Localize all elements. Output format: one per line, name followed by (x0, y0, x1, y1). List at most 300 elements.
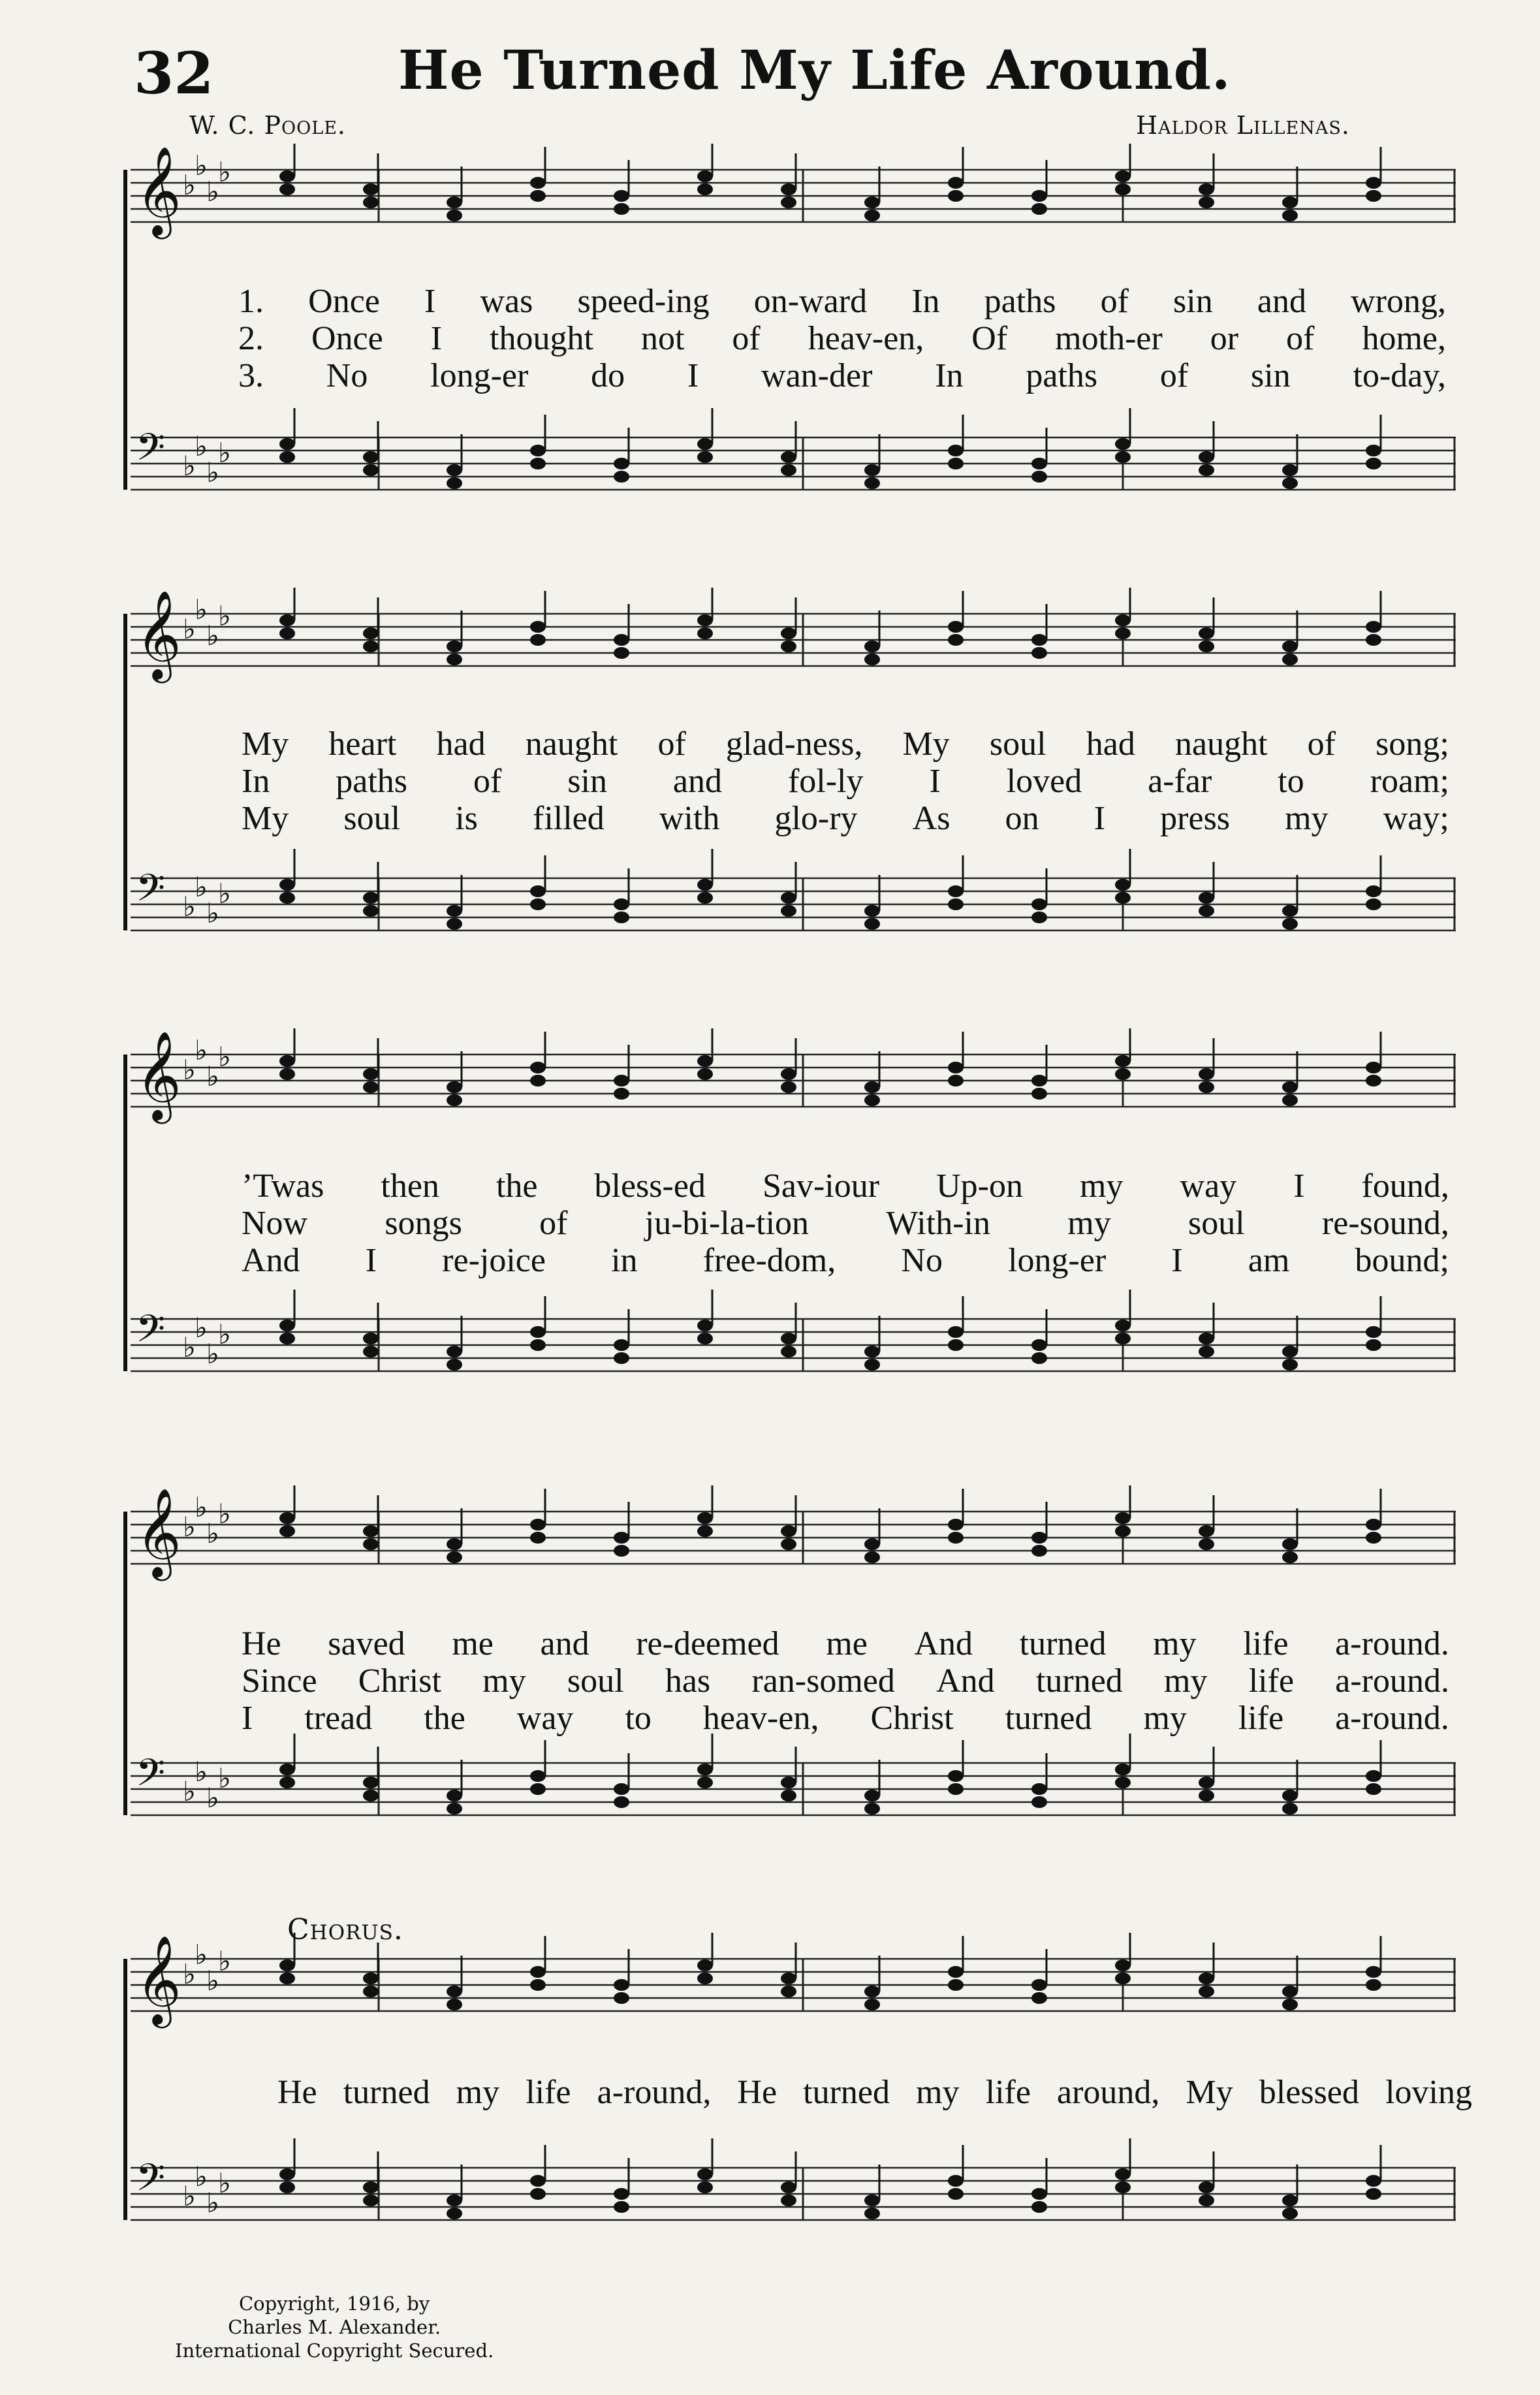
flat-icon: ♭ (183, 1775, 196, 1807)
note-head (1115, 1777, 1131, 1788)
note-head (1282, 1986, 1298, 1997)
note-head (447, 197, 462, 208)
note-head (1199, 1068, 1214, 1080)
note-head (1199, 892, 1214, 904)
note-head (1366, 885, 1381, 897)
note-head (864, 197, 880, 208)
note-head (781, 905, 796, 917)
lyric-word: heav-en, (702, 1700, 819, 1737)
note-head (1282, 1081, 1298, 1093)
note-head (948, 1532, 964, 1544)
note-head (864, 1999, 880, 2010)
note-head (447, 1986, 462, 1997)
note-head (864, 464, 880, 476)
note-head (614, 2201, 629, 2213)
note-head (363, 2181, 379, 2193)
note-head (1031, 1783, 1047, 1795)
note-head (1282, 477, 1298, 489)
note-head (614, 471, 629, 483)
note-head (530, 898, 546, 910)
note-head (948, 634, 964, 646)
lyric-word: I (1293, 1167, 1305, 1205)
note-head (614, 1088, 629, 1100)
lyric-word: ju-bi-la-tion (644, 1205, 809, 1242)
note-head (447, 918, 462, 930)
flat-icon: ♭ (195, 871, 208, 903)
note-head (279, 451, 295, 463)
note-head (1366, 1075, 1381, 1086)
lyric-word: He (737, 2074, 778, 2111)
note-head (530, 885, 546, 897)
note-head (614, 634, 629, 646)
note-head (1366, 1062, 1381, 1073)
lyric-word: My (902, 725, 950, 763)
note-head (697, 1525, 713, 1537)
note-head (614, 190, 629, 202)
note-head (1366, 458, 1381, 469)
note-head (697, 627, 713, 639)
lyric-word: in (611, 1242, 638, 1279)
flat-icon: ♭ (206, 176, 219, 208)
note-head (1031, 647, 1047, 659)
note-head (614, 647, 629, 659)
note-head (864, 1094, 880, 1106)
lyric-word: my (916, 2074, 960, 2111)
flat-icon: ♭ (183, 613, 196, 645)
note-head (530, 1062, 546, 1073)
lyric-word: I (687, 357, 699, 394)
lyric-word: speed-ing (577, 283, 710, 320)
flat-icon: ♭ (206, 1965, 219, 1997)
flat-icon: ♭ (183, 1958, 196, 1990)
lyric-word: turned (343, 2074, 430, 2111)
note-head (781, 1538, 796, 1550)
flat-icon: ♭ (206, 456, 219, 488)
note-head (948, 1770, 964, 1782)
note-head (1031, 190, 1047, 202)
note-head (1199, 1538, 1214, 1550)
note-head (363, 1973, 379, 1984)
note-head (697, 892, 713, 904)
lyric-word: My (242, 800, 289, 837)
lyric-word: bless-ed (594, 1167, 706, 1205)
lyric-line (238, 357, 1446, 395)
note-head (1031, 203, 1047, 215)
note-head (279, 1973, 295, 1984)
note-head (1366, 2175, 1381, 2187)
note-head (614, 912, 629, 923)
note-head (1031, 634, 1047, 646)
note-head (1031, 1088, 1047, 1100)
lyric-word: of (539, 1205, 568, 1242)
note-head (781, 1333, 796, 1344)
note-head (1282, 1538, 1298, 1550)
lyric-word: In (242, 763, 270, 800)
lyric-word: of (732, 320, 761, 357)
treble-staff (131, 1485, 1456, 1581)
note-head (1366, 1783, 1381, 1795)
note-head (614, 1992, 629, 2004)
bass-clef-icon: 𝄢 (136, 2155, 166, 2209)
copyright (175, 2292, 494, 2362)
note-head (1199, 451, 1214, 463)
lyric-word: And (936, 1662, 995, 1700)
note-head (1031, 912, 1047, 923)
lyric-word: sin (567, 763, 607, 800)
bass-staff (131, 1734, 1456, 1815)
note-head (864, 210, 880, 221)
note-head (948, 1062, 964, 1073)
lyric-word: re-joice (442, 1242, 546, 1279)
lyric-word: do (591, 357, 625, 394)
note-head (363, 2195, 379, 2206)
note-head (697, 1320, 713, 1331)
lyric-word: blessed (1259, 2074, 1359, 2111)
note-head (1366, 190, 1381, 202)
lyric-word: soul (1187, 1205, 1245, 1242)
note-head (279, 879, 295, 891)
flat-icon: ♭ (183, 891, 196, 923)
treble-staff (131, 588, 1456, 683)
lyric-word: heart (328, 725, 397, 763)
note-head (781, 627, 796, 639)
note-head (1199, 464, 1214, 476)
note-head (1199, 1346, 1214, 1357)
lyric-word: He (277, 2074, 317, 2111)
lyric-word: a-round. (1335, 1700, 1449, 1737)
lyric-word: am (1248, 1242, 1290, 1279)
lyric-word: 1. (238, 283, 264, 320)
note-head (279, 170, 295, 182)
note-head (1199, 1081, 1214, 1093)
lyric-word: way; (1383, 800, 1449, 837)
note-head (363, 464, 379, 476)
note-head (530, 634, 546, 646)
note-head (530, 1770, 546, 1782)
note-head (781, 1790, 796, 1801)
note-head (697, 2168, 713, 2180)
note-head (697, 879, 713, 891)
lyric-word: As (912, 800, 951, 837)
lyric-word: Once (308, 283, 380, 320)
lyric-word: wrong, (1351, 283, 1446, 320)
note-head (279, 1525, 295, 1537)
lyric-word: heav-en, (808, 320, 924, 357)
note-head (697, 438, 713, 450)
lyric-word: life (1238, 1700, 1284, 1737)
lyric-word: song; (1375, 725, 1449, 763)
lyric-word: home, (1362, 320, 1446, 357)
note-head (363, 1333, 379, 1344)
note-head (363, 1525, 379, 1537)
note-head (948, 621, 964, 633)
note-head (1282, 641, 1298, 652)
note-head (1199, 2195, 1214, 2206)
lyric-word: to (625, 1700, 652, 1737)
flat-icon: ♭ (218, 1318, 231, 1350)
lyric-word: a-round, (597, 2074, 712, 2111)
lyric-word: roam; (1370, 763, 1449, 800)
note-head (363, 1081, 379, 1093)
note-head (1115, 1512, 1131, 1524)
note-head (781, 1973, 796, 1984)
lyric-word: the (424, 1700, 465, 1737)
note-head (530, 458, 546, 469)
flat-icon: ♭ (218, 1762, 231, 1794)
note-head (363, 1538, 379, 1550)
note-head (614, 1979, 629, 1991)
lyric-word: filled (533, 800, 605, 837)
lyric-word: on (1005, 800, 1039, 837)
note-head (697, 1068, 713, 1080)
note-head (1031, 2201, 1047, 2213)
lyric-word: my (1143, 1700, 1187, 1737)
note-head (1366, 1532, 1381, 1544)
note-head (1282, 654, 1298, 665)
note-head (447, 1359, 462, 1371)
flat-icon: ♭ (206, 1517, 219, 1549)
chorus-label: Chorus. (287, 1913, 403, 1946)
flat-icon: ♭ (195, 1491, 208, 1523)
note-head (447, 1346, 462, 1357)
flat-icon: ♭ (206, 1782, 219, 1814)
note-head (279, 614, 295, 626)
note-head (864, 2208, 880, 2219)
note-head (697, 1959, 713, 1971)
note-head (1115, 1333, 1131, 1344)
note-head (781, 1777, 796, 1788)
note-head (1115, 1959, 1131, 1971)
lyric-word: 3. (238, 357, 264, 394)
note-head (864, 1551, 880, 1563)
lyric-word: of (1100, 283, 1129, 320)
note-head (363, 183, 379, 195)
note-head (1366, 1966, 1381, 1978)
note-head (948, 885, 964, 897)
note-head (1366, 898, 1381, 910)
note-head (363, 1986, 379, 1997)
note-head (1115, 2181, 1131, 2193)
note-head (1199, 2181, 1214, 2193)
note-head (363, 1777, 379, 1788)
note-head (279, 1764, 295, 1775)
note-head (1366, 621, 1381, 633)
note-head (781, 464, 796, 476)
note-head (530, 1339, 546, 1351)
note-head (447, 464, 462, 476)
flat-icon: ♭ (218, 600, 231, 632)
note-head (1366, 1326, 1381, 1338)
note-head (1366, 634, 1381, 646)
flat-icon: ♭ (218, 437, 231, 469)
note-head (864, 1790, 880, 1801)
flat-icon: ♭ (183, 1511, 196, 1543)
lyric-word: is (455, 800, 478, 837)
note-head (864, 1346, 880, 1357)
note-head (864, 2195, 880, 2206)
note-head (363, 1068, 379, 1080)
lyric-word: Up-on (936, 1167, 1023, 1205)
note-head (781, 197, 796, 208)
lyric-word: naught (1174, 725, 1268, 763)
lyric-word: and (672, 763, 723, 800)
note-head (781, 1068, 796, 1080)
note-head (279, 1959, 295, 1971)
flat-icon: ♭ (183, 450, 196, 482)
note-head (948, 190, 964, 202)
note-head (1282, 464, 1298, 476)
lyric-word: thought (490, 320, 593, 357)
treble-staff (131, 1028, 1456, 1124)
bass-clef-icon: 𝄢 (136, 1307, 166, 1360)
note-head (447, 1803, 462, 1815)
lyric-word: of (1307, 725, 1336, 763)
note-head (1199, 1973, 1214, 1984)
note-head (1115, 1055, 1131, 1067)
lyric-word: my (482, 1662, 526, 1700)
note-head (363, 905, 379, 917)
note-head (781, 2195, 796, 2206)
lyric-word: In (911, 283, 940, 320)
note-head (781, 451, 796, 463)
note-head (1366, 445, 1381, 456)
lyric-word: paths (984, 283, 1056, 320)
note-head (363, 197, 379, 208)
note-head (614, 458, 629, 469)
lyric-word: re-deemed (636, 1625, 779, 1662)
note-head (697, 2181, 713, 2193)
lyric-word: No (326, 357, 368, 394)
note-head (530, 1532, 546, 1544)
lyric-line (242, 1241, 1449, 1280)
note-head (1031, 1979, 1047, 1991)
note-head (614, 2188, 629, 2200)
note-head (614, 1532, 629, 1544)
note-head (781, 1346, 796, 1357)
flat-icon: ♭ (195, 2161, 208, 2193)
note-head (781, 2181, 796, 2193)
note-head (363, 892, 379, 904)
lyric-word: songs (385, 1205, 462, 1242)
note-head (614, 203, 629, 215)
lyric-line (242, 799, 1449, 838)
flat-icon: ♭ (218, 1498, 231, 1530)
bass-staff (131, 1290, 1456, 1371)
lyric-word: the (495, 1167, 538, 1205)
lyric-line (242, 725, 1449, 763)
lyric-word: Of (971, 320, 1008, 357)
note-head (948, 177, 964, 189)
lyric-word: turned (1005, 1700, 1092, 1737)
note-head (530, 1783, 546, 1795)
note-head (363, 627, 379, 639)
bass-clef-icon: 𝄢 (136, 425, 166, 479)
flat-icon: ♭ (183, 2180, 196, 2212)
lyric-word: life (985, 2074, 1031, 2111)
lyric-word: moth-er (1055, 320, 1163, 357)
note-head (279, 892, 295, 904)
lyric-word: naught (525, 725, 618, 763)
bass-clef-icon: 𝄢 (136, 866, 166, 919)
note-head (614, 1796, 629, 1808)
note-head (1199, 627, 1214, 639)
note-head (1115, 1525, 1131, 1537)
lyric-word: I (365, 1242, 377, 1279)
flat-icon: ♭ (218, 1041, 231, 1073)
flat-icon: ♭ (218, 1945, 231, 1977)
note-head (1115, 879, 1131, 891)
treble-staff (131, 144, 1456, 239)
lyric-word: Since (242, 1662, 317, 1700)
lyric-word: life (526, 2074, 571, 2111)
hymn-number: 32 (134, 39, 214, 107)
note-head (697, 1055, 713, 1067)
note-head (948, 458, 964, 469)
note-head (1031, 2188, 1047, 2200)
lyric-word: soul (989, 725, 1046, 763)
note-head (864, 1359, 880, 1371)
note-head (614, 1783, 629, 1795)
lyric-word: No (901, 1242, 943, 1279)
hymn-title: He Turned My Life Around. (398, 39, 1231, 102)
lyric-word: a-far (1148, 763, 1212, 800)
lyric-word: sin (1173, 283, 1213, 320)
note-head (1115, 183, 1131, 195)
lyric-word: saved (328, 1625, 405, 1662)
treble-clef-icon: 𝄞 (136, 1487, 181, 1577)
note-head (1031, 1075, 1047, 1086)
note-head (781, 1986, 796, 1997)
lyric-word: of (473, 763, 502, 800)
lyric-word: with (659, 800, 720, 837)
note-head (447, 641, 462, 652)
note-head (697, 1512, 713, 1524)
note-head (279, 2181, 295, 2193)
note-head (1199, 183, 1214, 195)
lyric-line (242, 1204, 1449, 1243)
lyric-word: life (1243, 1625, 1289, 1662)
note-head (447, 1538, 462, 1550)
lyric-word: has (665, 1662, 711, 1700)
lyric-word: my (1080, 1167, 1124, 1205)
lyric-word: Now (242, 1205, 308, 1242)
note-head (1282, 2208, 1298, 2219)
note-head (1199, 1333, 1214, 1344)
author: W. C. Poole. (189, 111, 347, 140)
note-head (864, 654, 880, 665)
flat-icon: ♭ (195, 1312, 208, 1344)
flat-icon: ♭ (195, 1756, 208, 1788)
lyric-word: way (1180, 1167, 1237, 1205)
note-head (614, 1339, 629, 1351)
lyric-word: life (1248, 1662, 1295, 1700)
lyric-word: free-dom, (702, 1242, 836, 1279)
note-head (614, 898, 629, 910)
note-head (781, 1081, 796, 1093)
note-head (530, 2188, 546, 2200)
flat-icon: ♭ (206, 1060, 219, 1092)
note-head (1115, 627, 1131, 639)
lyric-word: wan-der (761, 357, 873, 394)
lyric-word: found, (1361, 1167, 1449, 1205)
note-head (447, 2195, 462, 2206)
note-head (447, 1551, 462, 1563)
treble-clef-icon: 𝄞 (136, 1030, 181, 1120)
note-head (1031, 898, 1047, 910)
note-head (864, 1986, 880, 1997)
lyric-word: had (436, 725, 486, 763)
note-head (614, 1075, 629, 1086)
